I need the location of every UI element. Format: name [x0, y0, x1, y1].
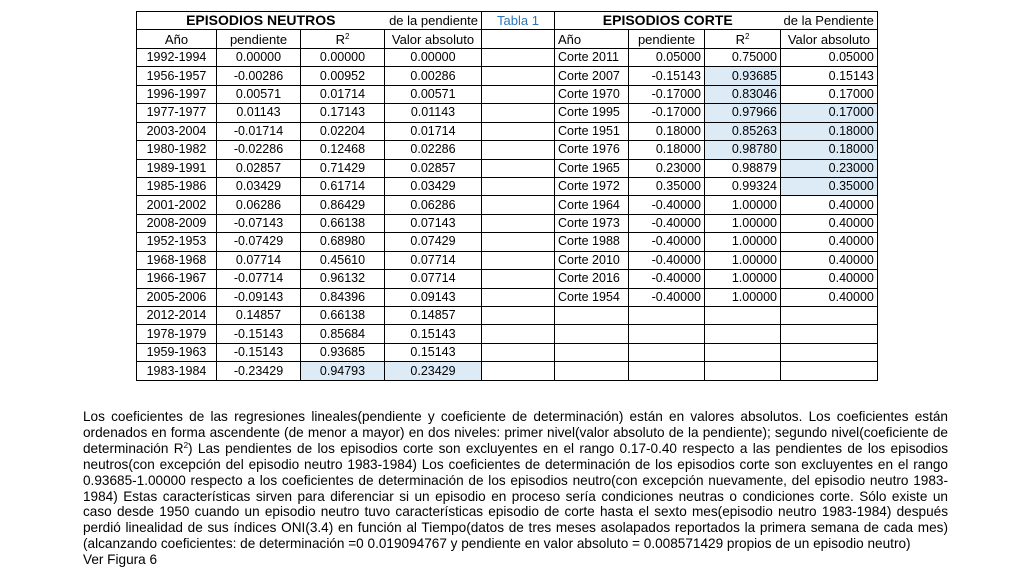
corte-subtitle: de la Pendiente	[781, 12, 878, 30]
empty-cell	[555, 307, 629, 325]
neutro-r2-cell: 0.00952	[301, 67, 385, 85]
separator-cell	[482, 270, 555, 288]
header-anio: Año	[555, 30, 629, 48]
corte-r2-cell: 0.93685	[705, 67, 781, 85]
header-r2-sup: 2	[744, 31, 750, 41]
neutro-valor-cell: 0.06286	[385, 196, 482, 214]
neutro-anio-cell: 1966-1967	[137, 270, 217, 288]
corte-pendiente-cell: -0.40000	[629, 196, 705, 214]
neutro-valor-cell: 0.07714	[385, 251, 482, 269]
neutro-anio-cell: 1977-1977	[137, 104, 217, 122]
table-row	[137, 48, 878, 66]
corte-r2-cell: 1.00000	[705, 270, 781, 288]
separator-cell	[482, 325, 555, 343]
corte-r2-cell: 0.98780	[705, 141, 781, 159]
separator-cell	[482, 307, 555, 325]
corte-anio-cell: Corte 1972	[555, 177, 629, 195]
corte-anio-cell: Corte 1965	[555, 159, 629, 177]
empty-cell	[629, 343, 705, 361]
corte-anio-cell: Corte 1964	[555, 196, 629, 214]
neutro-anio-cell: 1956-1957	[137, 67, 217, 85]
separator-cell	[482, 343, 555, 361]
corte-anio-cell: Corte 2007	[555, 67, 629, 85]
corte-pendiente-cell: -0.17000	[629, 104, 705, 122]
empty-cell	[705, 307, 781, 325]
corte-valor-cell: 0.17000	[781, 104, 878, 122]
header-r2	[705, 30, 781, 48]
empty-cell	[781, 325, 878, 343]
neutro-anio-cell: 1980-1982	[137, 141, 217, 159]
neutro-pendiente-cell: 0.07714	[217, 251, 301, 269]
separator-cell	[482, 67, 555, 85]
header-r2	[301, 30, 385, 48]
corte-pendiente-cell: 0.23000	[629, 159, 705, 177]
corte-pendiente-cell: -0.40000	[629, 251, 705, 269]
header-valor: Valor absoluto	[385, 30, 482, 48]
neutro-anio-cell: 2008-2009	[137, 214, 217, 232]
separator-cell	[482, 141, 555, 159]
separator-cell	[482, 233, 555, 251]
corte-pendiente-cell: -0.40000	[629, 288, 705, 306]
corte-valor-cell: 0.40000	[781, 288, 878, 306]
separator-cell	[482, 214, 555, 232]
corte-anio-cell: Corte 1976	[555, 141, 629, 159]
separator-cell	[482, 177, 555, 195]
corte-anio-cell: Corte 2010	[555, 251, 629, 269]
empty-cell	[555, 343, 629, 361]
neutro-r2-cell: 0.71429	[301, 159, 385, 177]
corte-valor-cell: 0.23000	[781, 159, 878, 177]
corte-pendiente-cell: 0.18000	[629, 122, 705, 140]
corte-anio-cell: Corte 1973	[555, 214, 629, 232]
neutro-pendiente-cell: -0.07429	[217, 233, 301, 251]
separator-cell	[482, 251, 555, 269]
corte-valor-cell: 0.18000	[781, 141, 878, 159]
corte-anio-cell: Corte 1988	[555, 233, 629, 251]
table-row	[137, 122, 878, 140]
neutro-valor-cell: 0.14857	[385, 307, 482, 325]
tabla-tag: Tabla 1	[482, 12, 555, 30]
empty-cell	[705, 362, 781, 380]
neutro-anio-cell: 1978-1979	[137, 325, 217, 343]
neutro-valor-cell: 0.01714	[385, 122, 482, 140]
neutro-valor-cell: 0.00286	[385, 67, 482, 85]
neutro-anio-cell: 1996-1997	[137, 85, 217, 103]
empty-cell	[781, 307, 878, 325]
table-row	[137, 325, 878, 343]
table-row	[137, 288, 878, 306]
corte-r2-cell: 1.00000	[705, 288, 781, 306]
neutros-title: EPISODIOS NEUTROS	[137, 12, 385, 30]
paragraph-r2-sup: 2	[183, 440, 189, 450]
header-anio: Año	[137, 30, 217, 48]
neutro-anio-cell: 1959-1963	[137, 343, 217, 361]
empty-cell	[705, 343, 781, 361]
neutro-valor-cell: 0.09143	[385, 288, 482, 306]
corte-title: EPISODIOS CORTE	[555, 12, 781, 30]
title-row	[137, 12, 878, 30]
neutro-anio-cell: 1992-1994	[137, 48, 217, 66]
table-row	[137, 362, 878, 380]
table-row	[137, 307, 878, 325]
corte-r2-cell: 0.97966	[705, 104, 781, 122]
corte-anio-cell: Corte 1951	[555, 122, 629, 140]
neutro-valor-cell: 0.02286	[385, 141, 482, 159]
neutro-valor-cell: 0.00000	[385, 48, 482, 66]
corte-valor-cell: 0.40000	[781, 270, 878, 288]
separator-cell	[482, 122, 555, 140]
neutro-valor-cell: 0.02857	[385, 159, 482, 177]
corte-r2-cell: 0.99324	[705, 177, 781, 195]
neutro-pendiente-cell: 0.02857	[217, 159, 301, 177]
neutro-anio-cell: 1989-1991	[137, 159, 217, 177]
separator-cell	[482, 362, 555, 380]
separator-cell	[482, 30, 555, 48]
neutro-r2-cell: 0.93685	[301, 343, 385, 361]
corte-r2-cell: 0.83046	[705, 85, 781, 103]
corte-pendiente-cell: 0.35000	[629, 177, 705, 195]
neutro-r2-cell: 0.84396	[301, 288, 385, 306]
corte-r2-cell: 1.00000	[705, 214, 781, 232]
empty-cell	[629, 325, 705, 343]
table-row	[137, 214, 878, 232]
neutro-r2-cell: 0.68980	[301, 233, 385, 251]
table-row	[137, 251, 878, 269]
empty-cell	[781, 343, 878, 361]
neutro-pendiente-cell: 0.06286	[217, 196, 301, 214]
table-row	[137, 104, 878, 122]
empty-cell	[555, 362, 629, 380]
neutro-anio-cell: 1968-1968	[137, 251, 217, 269]
neutro-anio-cell: 2001-2002	[137, 196, 217, 214]
header-valor: Valor absoluto	[781, 30, 878, 48]
neutro-r2-cell: 0.12468	[301, 141, 385, 159]
neutro-pendiente-cell: -0.15143	[217, 325, 301, 343]
separator-cell	[482, 159, 555, 177]
table-row	[137, 67, 878, 85]
paragraph-part-2: ) Las pendientes de los episodios corte son excluyentes en el rango 0.17-0.40 respecto a las pendientes de los episodios neutros(con excepción del episodio neutro 1983-1984) Los coeficientes de determinación de los episodios corte son excluyentes en el rango 0.93685-1.00000 respecto a los coeficientes de determinación de los episodios neutro(con excepción nuevamente, del episodio neutro 1983-1984) Estas características sirven para diferenciar si un episodio en proceso sería condiciones neutras o condiciones corte. Sólo existe un caso desde 1950 cuando un episodio neutro tuvo características episodio de corte hasta el sexto mes(episodio neutro 1983-1984) después perdió linealidad de sus índices ONI(3.4) en función al Tiempo(datos de tres meses asolapados reportados la primera semana de cada mes)(alcanzando coeficientes: de determinación =0 0.019094767 y pendiente en valor absoluto = 0.008571429 propios de un episodio neutro)	[83, 440, 948, 552]
neutro-valor-cell: 0.15143	[385, 343, 482, 361]
corte-valor-cell: 0.40000	[781, 251, 878, 269]
neutro-pendiente-cell: -0.00286	[217, 67, 301, 85]
neutros-subtitle: de la pendiente	[385, 12, 482, 30]
corte-valor-cell: 0.40000	[781, 233, 878, 251]
corte-pendiente-cell: -0.40000	[629, 214, 705, 232]
neutro-valor-cell: 0.15143	[385, 325, 482, 343]
neutro-r2-cell: 0.01714	[301, 85, 385, 103]
corte-pendiente-cell: -0.40000	[629, 233, 705, 251]
separator-cell	[482, 196, 555, 214]
neutro-pendiente-cell: -0.01714	[217, 122, 301, 140]
header-pendiente: pendiente	[629, 30, 705, 48]
corte-valor-cell: 0.17000	[781, 85, 878, 103]
neutro-r2-cell: 0.61714	[301, 177, 385, 195]
corte-pendiente-cell: 0.05000	[629, 48, 705, 66]
corte-anio-cell: Corte 1970	[555, 85, 629, 103]
corte-anio-cell: Corte 1954	[555, 288, 629, 306]
neutro-anio-cell: 1985-1986	[137, 177, 217, 195]
header-row	[137, 30, 878, 48]
neutro-pendiente-cell: -0.15143	[217, 343, 301, 361]
neutro-valor-cell: 0.07143	[385, 214, 482, 232]
table-row	[137, 233, 878, 251]
table-row	[137, 343, 878, 361]
corte-valor-cell: 0.05000	[781, 48, 878, 66]
neutro-r2-cell: 0.66138	[301, 214, 385, 232]
header-pendiente: pendiente	[217, 30, 301, 48]
neutro-anio-cell: 2012-2014	[137, 307, 217, 325]
corte-anio-cell: Corte 2016	[555, 270, 629, 288]
table-row	[137, 270, 878, 288]
neutro-r2-cell: 0.96132	[301, 270, 385, 288]
table-row	[137, 159, 878, 177]
corte-pendiente-cell: 0.18000	[629, 141, 705, 159]
neutro-pendiente-cell: -0.09143	[217, 288, 301, 306]
neutro-valor-cell: 0.23429	[385, 362, 482, 380]
corte-r2-cell: 0.98879	[705, 159, 781, 177]
neutro-anio-cell: 2003-2004	[137, 122, 217, 140]
neutro-valor-cell: 0.07714	[385, 270, 482, 288]
empty-cell	[629, 307, 705, 325]
corte-r2-cell: 1.00000	[705, 196, 781, 214]
separator-cell	[482, 288, 555, 306]
corte-r2-cell: 0.75000	[705, 48, 781, 66]
corte-r2-cell: 1.00000	[705, 251, 781, 269]
empty-cell	[629, 362, 705, 380]
neutro-pendiente-cell: -0.02286	[217, 141, 301, 159]
neutro-r2-cell: 0.86429	[301, 196, 385, 214]
corte-valor-cell: 0.18000	[781, 122, 878, 140]
separator-cell	[482, 104, 555, 122]
neutro-pendiente-cell: 0.14857	[217, 307, 301, 325]
table-row	[137, 196, 878, 214]
neutro-valor-cell: 0.00571	[385, 85, 482, 103]
table-row	[137, 141, 878, 159]
empty-cell	[781, 362, 878, 380]
corte-pendiente-cell: -0.17000	[629, 85, 705, 103]
neutro-anio-cell: 2005-2006	[137, 288, 217, 306]
header-r2-base: R	[735, 31, 745, 47]
neutro-r2-cell: 0.00000	[301, 48, 385, 66]
see-figure-text: Ver Figura 6	[83, 552, 158, 568]
neutro-r2-cell: 0.45610	[301, 251, 385, 269]
neutro-anio-cell: 1983-1984	[137, 362, 217, 380]
separator-cell	[482, 85, 555, 103]
neutro-r2-cell: 0.17143	[301, 104, 385, 122]
corte-r2-cell: 0.85263	[705, 122, 781, 140]
corte-anio-cell: Corte 1995	[555, 104, 629, 122]
neutro-valor-cell: 0.01143	[385, 104, 482, 122]
neutro-pendiente-cell: -0.23429	[217, 362, 301, 380]
neutro-pendiente-cell: 0.01143	[217, 104, 301, 122]
empty-cell	[705, 325, 781, 343]
neutro-r2-cell: 0.85684	[301, 325, 385, 343]
neutro-pendiente-cell: 0.00000	[217, 48, 301, 66]
separator-cell	[482, 48, 555, 66]
header-r2-base: R	[335, 31, 345, 47]
neutro-r2-cell: 0.02204	[301, 122, 385, 140]
neutro-pendiente-cell: -0.07714	[217, 270, 301, 288]
corte-pendiente-cell: -0.15143	[629, 67, 705, 85]
corte-anio-cell: Corte 2011	[555, 48, 629, 66]
header-r2-sup: 2	[344, 31, 350, 41]
neutro-anio-cell: 1952-1953	[137, 233, 217, 251]
corte-valor-cell: 0.15143	[781, 67, 878, 85]
table-row	[137, 85, 878, 103]
neutro-r2-cell: 0.94793	[301, 362, 385, 380]
episodes-table	[136, 11, 878, 381]
description-paragraph	[83, 409, 948, 568]
empty-cell	[555, 325, 629, 343]
neutro-valor-cell: 0.03429	[385, 177, 482, 195]
neutro-pendiente-cell: 0.00571	[217, 85, 301, 103]
corte-valor-cell: 0.35000	[781, 177, 878, 195]
corte-r2-cell: 1.00000	[705, 233, 781, 251]
neutro-pendiente-cell: -0.07143	[217, 214, 301, 232]
corte-pendiente-cell: -0.40000	[629, 270, 705, 288]
neutro-pendiente-cell: 0.03429	[217, 177, 301, 195]
neutro-valor-cell: 0.07429	[385, 233, 482, 251]
corte-valor-cell: 0.40000	[781, 196, 878, 214]
corte-valor-cell: 0.40000	[781, 214, 878, 232]
table-row	[137, 177, 878, 195]
paragraph-part-1: Los coeficientes de las regresiones lineales(pendiente y coeficiente de determinación) están en valores absolutos. Los coeficientes están ordenados en forma ascendente (de menor a mayor) en dos niveles: primer nivel(valor absoluto de la pendiente); segundo nivel(coeficiente de determinación R	[83, 409, 948, 456]
neutro-r2-cell: 0.66138	[301, 307, 385, 325]
